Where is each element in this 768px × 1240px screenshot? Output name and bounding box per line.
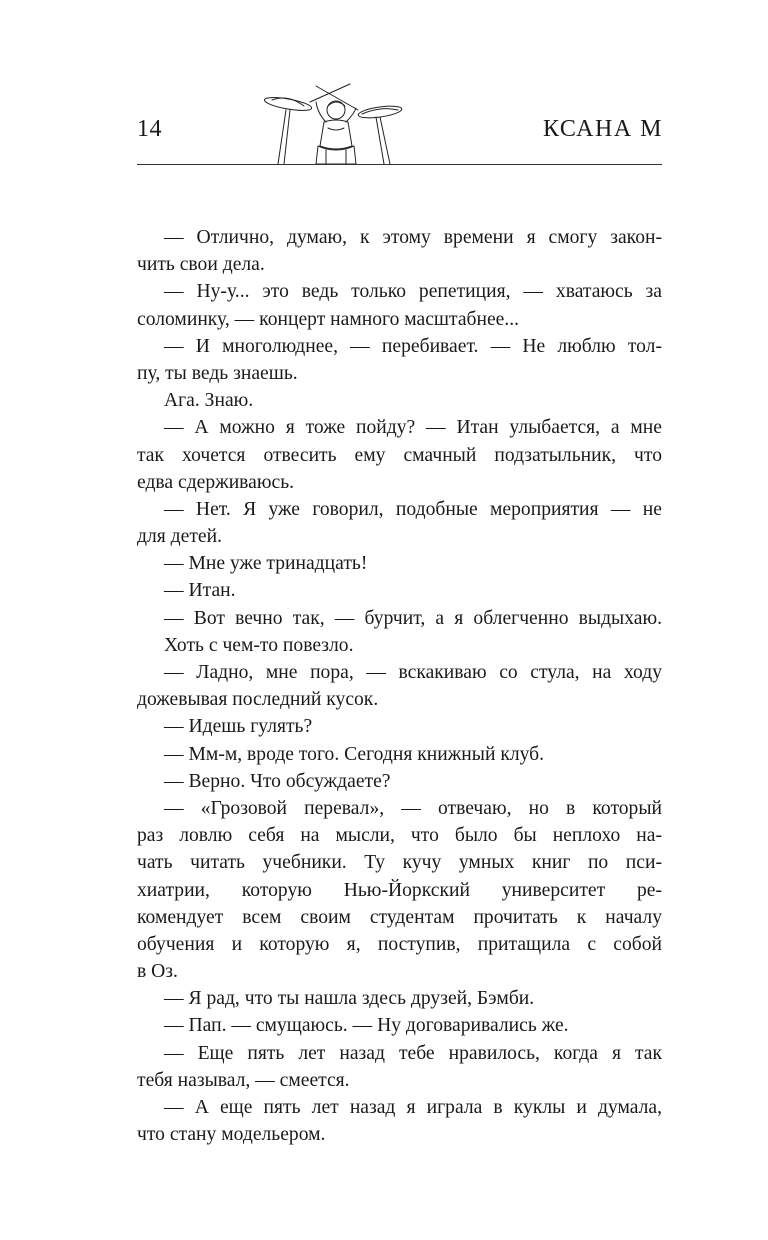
text-line: — Мне уже тринадцать! — [164, 553, 368, 575]
text-line: едва сдерживаюсь. — [137, 471, 295, 493]
text-line: — Еще пять лет назад тебе нравилось, когда я так — [164, 1042, 662, 1064]
text-line: — «Грозовой перевал», — отвечаю, но в который — [164, 797, 662, 819]
text-line: — Итан. — [164, 580, 236, 602]
text-line: — Ладно, мне пора, — вскакиваю со стула, на ходу — [164, 662, 662, 683]
text-line: — Идешь гулять? — [164, 716, 313, 738]
running-header-author: КСАНА М — [542, 116, 663, 142]
text-line: — Нет. Я уже говорил, подобные мероприятия — не — [164, 498, 662, 520]
text-line: чить свои дела. — [137, 254, 265, 276]
text-line: в Оз. — [137, 961, 178, 983]
body-text — [137, 224, 662, 1148]
text-line: что стану модельером. — [137, 1124, 326, 1146]
text-line: обучения и которую я, поступив, притащила с собой — [137, 933, 662, 955]
header-divider — [137, 164, 662, 165]
text-line: дожевывая последний кусок. — [137, 689, 379, 711]
text-line: — Мм-м, вроде того. Сегодня книжный клуб. — [164, 743, 545, 765]
text-line: — Вот вечно так, — бурчит, а я облегченно выдыхаю. — [164, 607, 662, 629]
text-line: — Ну-у... это ведь только репетиция, — хватаюсь за — [164, 281, 662, 303]
text-line: комендует всем своим студентам прочитать к началу — [137, 906, 662, 928]
text-line: так хочется отвесить ему смачный подзатыльник, что — [137, 444, 662, 466]
text-line: — А можно я тоже пойду? — Итан улыбается, а мне — [164, 417, 662, 439]
text-line: чать читать учебники. Ту кучу умных книг по пси- — [137, 852, 662, 874]
text-line: раз ловлю себя на мысли, что было бы неплохо на- — [137, 825, 662, 847]
text-line: тебя называл, — смеется. — [137, 1069, 350, 1091]
text-line: для детей. — [137, 526, 222, 548]
text-line: — Я рад, что ты нашла здесь друзей, Бэмби. — [164, 988, 535, 1010]
text-line: соломинку, — концерт намного масштабнее... — [137, 308, 520, 330]
text-line: хиатрии, которую Нью-Йоркский университет ре- — [137, 879, 662, 901]
text-line: — Верно. Что обсуждаете? — [164, 770, 391, 792]
page-number: 14 — [137, 116, 162, 142]
text-line: — Отлично, думаю, к этому времени я смогу закон- — [164, 227, 662, 248]
text-line: Хоть с чем-то повезло. — [164, 634, 354, 656]
text-line: пу, ты ведь знаешь. — [137, 362, 298, 384]
text-line: — И многолюднее, — перебивает. — Не люблю тол- — [164, 335, 662, 357]
text-line: — А еще пять лет назад я играла в куклы и думала, — [164, 1097, 662, 1118]
text-line: — Пап. — смущаюсь. — Ну договаривались же. — [164, 1015, 569, 1037]
text-line: Ага. Знаю. — [164, 390, 254, 412]
drummer-icon — [258, 80, 408, 166]
